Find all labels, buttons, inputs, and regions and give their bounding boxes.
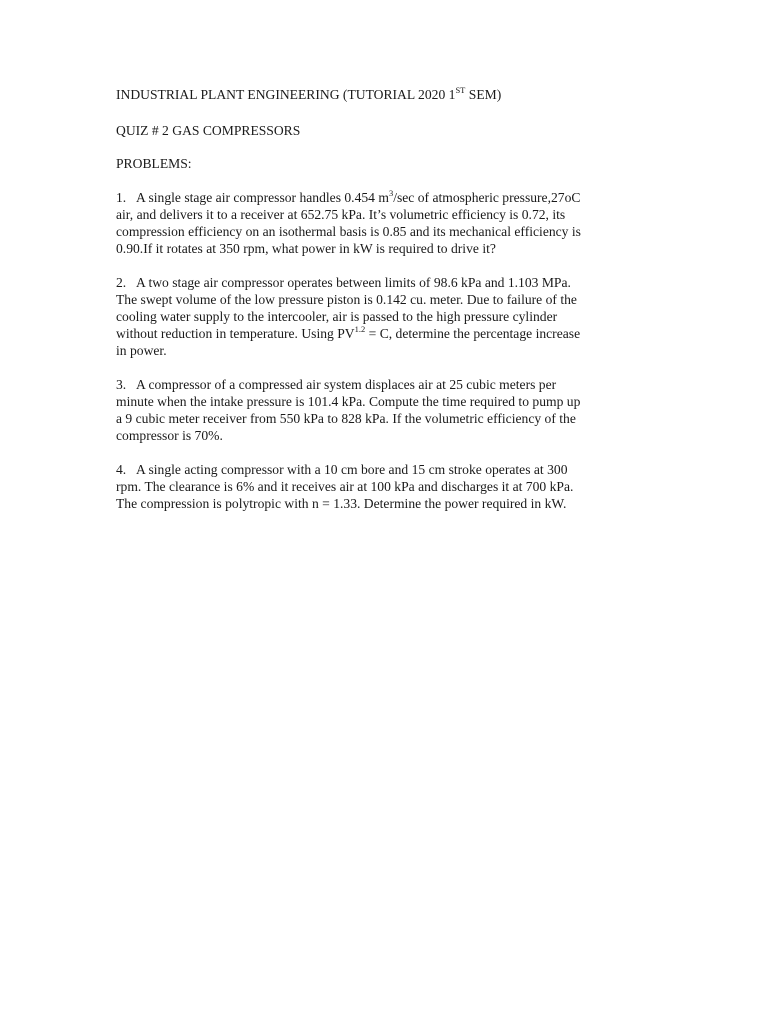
problem-4-line-3: The compression is polytropic with n = 1.33. Determine the power required in kW. (116, 496, 567, 511)
problem-text: A single acting compressor with a 10 cm bore and 15 cm stroke operates at 300 (136, 462, 568, 477)
problem-text: without reduction in temperature. Using PV (116, 326, 355, 341)
problem-3-line-1 (116, 376, 656, 393)
problem-4-line-2: rpm. The clearance is 6% and it receives air at 100 kPa and discharges it at 700 kPa. (116, 479, 574, 494)
problem-3 (116, 376, 656, 444)
problem-4-line-1 (116, 461, 656, 478)
problem-text: A compressor of a compressed air system displaces air at 25 cubic meters per (136, 377, 557, 392)
problem-2-line-1 (116, 274, 656, 291)
title-end-text: SEM) (465, 87, 502, 102)
problem-2-line-2: The swept volume of the low pressure piston is 0.142 cu. meter. Due to failure of the (116, 292, 577, 307)
problem-2-line-4 (116, 325, 656, 342)
superscript: 3 (388, 188, 394, 198)
superscript: 1.2 (354, 324, 366, 334)
problem-1-line-2: air, and delivers it to a receiver at 652.75 kPa. It’s volumetric efficiency is 0.72, its (116, 207, 566, 222)
problem-number: 4. (116, 462, 127, 477)
title-text: INDUSTRIAL PLANT ENGINEERING (TUTORIAL 2020 1 (116, 87, 456, 102)
problem-text: A single stage air compressor handles 0.454 m (136, 190, 389, 205)
problem-3-line-3: a 9 cubic meter receiver from 550 kPa to 828 kPa. If the volumetric efficiency of the (116, 411, 576, 426)
problem-number: 2. (116, 275, 127, 290)
problem-number: 3. (116, 377, 127, 392)
problem-text: = C, determine the percentage increase (365, 326, 581, 341)
problem-number: 1. (116, 190, 127, 205)
problem-2 (116, 274, 656, 359)
problem-3-line-4: compressor is 70%. (116, 428, 223, 443)
problem-text: /sec of atmospheric pressure,27oC (393, 190, 581, 205)
problem-4 (116, 461, 656, 512)
problem-1 (116, 189, 656, 257)
problems-heading: PROBLEMS: (116, 156, 192, 171)
problem-text: A two stage air compressor operates between limits of 98.6 kPa and 1.103 MPa. (136, 275, 571, 290)
document-title (116, 86, 656, 103)
document-page (116, 86, 656, 512)
problem-1-line-4: 0.90.If it rotates at 350 rpm, what power in kW is required to drive it? (116, 241, 496, 256)
problem-1-line-1 (116, 189, 656, 206)
problem-3-line-2: minute when the intake pressure is 101.4 kPa. Compute the time required to pump up (116, 394, 581, 409)
problem-1-line-3: compression efficiency on an isothermal basis is 0.85 and its mechanical efficiency is (116, 224, 581, 239)
problem-2-line-5: in power. (116, 343, 167, 358)
title-superscript: ST (455, 85, 466, 95)
quiz-heading: QUIZ # 2 GAS COMPRESSORS (116, 123, 301, 138)
problem-2-line-3: cooling water supply to the intercooler, air is passed to the high pressure cylinder (116, 309, 558, 324)
